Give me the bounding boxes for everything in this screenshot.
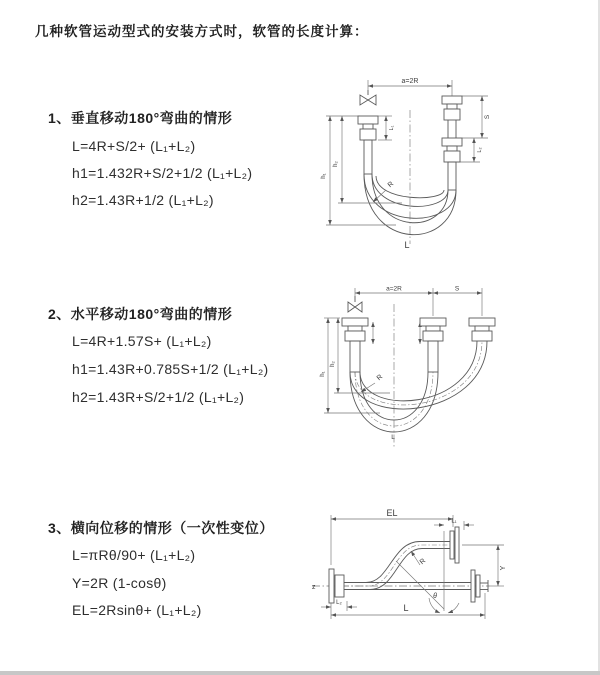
dim-label-y: Y — [500, 565, 507, 571]
section-2-formula-h1: h1=1.43R+0.785S+1/2 (L₁+L₂) — [72, 361, 269, 377]
length-label: L — [391, 434, 395, 441]
section-1-formula-h1: h1=1.432R+S/2+1/2 (L₁+L₂) — [72, 165, 253, 181]
dim-label-h1: h₁ — [320, 371, 326, 377]
section-3-heading: 3、横向位移的情形（一次性变位） — [48, 520, 274, 536]
dim-label-s: S — [454, 285, 460, 293]
diagram-horizontal-180-bend — [312, 280, 597, 470]
length-label: L — [403, 603, 409, 613]
dim-label-h2: h₂ — [333, 161, 339, 167]
valve-icon — [360, 90, 376, 105]
section-3-formula-l: L=πRθ/90+ (L₁+L₂) — [72, 547, 196, 563]
dim-label-l1: L₁ — [389, 125, 395, 131]
braided-hose — [428, 341, 438, 372]
dim-label-s: S — [484, 114, 491, 120]
left-fitting — [358, 116, 378, 174]
moved-fitting — [469, 318, 495, 341]
section-2-heading: 2、水平移动180°弯曲的情形 — [48, 306, 233, 322]
braided-hose — [448, 162, 456, 190]
section-1-formula-h2: h2=1.43R+1/2 (L₁+L₂) — [72, 192, 214, 208]
braided-hose — [364, 140, 372, 174]
dim-label-l1: L₁ — [451, 518, 457, 525]
section-1-heading: 1、垂直移动180°弯曲的情形 — [48, 110, 233, 126]
dim-label-l2: L₂ — [477, 147, 483, 153]
right-fittings — [442, 96, 462, 190]
middle-fitting — [420, 318, 446, 372]
dim-label-h1: h₁ — [321, 173, 327, 179]
section-1-formula-l: L=4R+S/2+ (L₁+L₂) — [72, 138, 196, 154]
angle-theta-label: θ — [433, 593, 437, 600]
radius-label: R — [375, 373, 385, 383]
radius-label: R — [418, 557, 428, 567]
scan-edge-bottom — [0, 671, 600, 675]
left-fitting — [342, 318, 368, 372]
dimension-lines — [321, 515, 504, 619]
section-2-formula-l: L=4R+1.57S+ (L₁+L₂) — [72, 333, 212, 349]
section-3-formula-el: EL=2Rsinθ+ (L₁+L₂) — [72, 602, 202, 618]
braided-hose — [350, 341, 360, 372]
length-label: L — [404, 240, 410, 250]
section-3-formula-y: Y=2R (1-cosθ) — [72, 575, 167, 591]
section-2-formula-h2: h2=1.43R+S/2+1/2 (L₁+L₂) — [72, 389, 245, 405]
radius-label: R — [386, 180, 396, 190]
dim-label-l2: L₂ — [336, 600, 342, 606]
dimension-lines — [326, 80, 488, 225]
dim-label-el: EL — [386, 508, 398, 518]
diagram-lateral-displacement — [298, 503, 598, 653]
page-title: 几种软管运动型式的安装方式时，软管的长度计算： — [35, 24, 369, 39]
valve-icon — [348, 296, 362, 312]
diagram-vertical-180-bend — [312, 72, 592, 257]
dim-label-a2r: a=2R — [386, 285, 402, 293]
right-upper-flange — [450, 527, 459, 563]
dim-label-h2: h₂ — [330, 361, 336, 367]
axis-mark: z — [312, 584, 316, 591]
left-flange — [329, 569, 344, 603]
dim-label-a2r: a=2R — [401, 78, 419, 85]
hose-curves — [350, 341, 487, 432]
